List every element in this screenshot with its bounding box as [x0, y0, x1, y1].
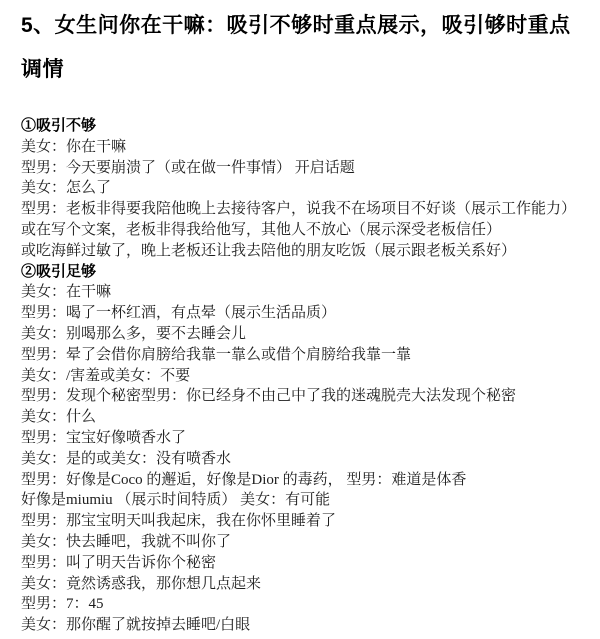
page-title-line-1: 5、女生问你在干嘛：吸引不够时重点展示，吸引够时重点: [21, 14, 571, 37]
dialogue-line: 型男：那宝宝明天叫我起床，我在你怀里睡着了: [21, 513, 337, 530]
dialogue-line: 型男：宝宝好像喷香水了: [21, 429, 187, 446]
page-title: [21, 4, 590, 92]
section-lines: [21, 282, 590, 636]
dialogue-line: 美女：什么: [21, 409, 97, 426]
dialogue-line: 或在写个文案，老板非得我给他写，其他人不放心（展示深受老板信任）: [21, 221, 502, 238]
sections-container: [21, 116, 590, 636]
dialogue-section: [21, 116, 590, 262]
dialogue-line: 型男：好像是Coco 的邂逅，好像是Dior 的毒药， 型男：难道是体香: [21, 471, 467, 488]
section-lines: [21, 137, 590, 262]
dialogue-line: 型男：今天要崩溃了（或在做一件事情） 开启话题: [21, 159, 355, 176]
dialogue-line: 好像是miumiu （展示时间特质） 美女：有可能: [21, 492, 331, 509]
dialogue-line: 美女：快去睡吧，我就不叫你了: [21, 533, 232, 550]
dialogue-line: 美女：别喝那么多，要不去睡会儿: [21, 325, 247, 342]
dialogue-line: 美女：怎么了: [21, 180, 112, 197]
dialogue-line: 型男：7：45: [21, 596, 104, 613]
section-heading: ②吸引足够: [21, 262, 97, 280]
dialogue-line: 美女：竟然诱惑我，那你想几点起来: [21, 575, 262, 592]
dialogue-line: 美女：是的或美女：没有喷香水: [21, 450, 232, 467]
dialogue-line: 美女：在干嘛: [21, 284, 112, 301]
dialogue-line: 型男：老板非得要我陪他晚上去接待客户，说我不在场项目不好谈（展示工作能力）: [21, 201, 577, 218]
dialogue-line: 美女：那你醒了就按掉去睡吧/白眼: [21, 617, 251, 634]
section-heading: ①吸引不够: [21, 117, 97, 134]
dialogue-line: 美女：你在干嘛: [21, 138, 127, 155]
dialogue-line: 型男：发现个秘密型男：你已经身不由己中了我的迷魂脱壳大法发现个秘密: [21, 388, 517, 405]
dialogue-line: 型男：喝了一杯红酒，有点晕（展示生活品质）: [21, 305, 337, 322]
dialogue-line: 或吃海鲜过敏了，晚上老板还让我去陪他的朋友吃饭（展示跟老板关系好）: [21, 242, 517, 259]
dialogue-section: [21, 262, 590, 636]
dialogue-line: 美女：/害羞或美女：不要: [21, 367, 191, 384]
dialogue-line: 型男：晕了会借你肩膀给我靠一靠么或借个肩膀给我靠一靠: [21, 346, 412, 363]
page-title-line-2: 调情: [21, 58, 64, 81]
dialogue-line: 型男：叫了明天告诉你个秘密: [21, 554, 217, 571]
